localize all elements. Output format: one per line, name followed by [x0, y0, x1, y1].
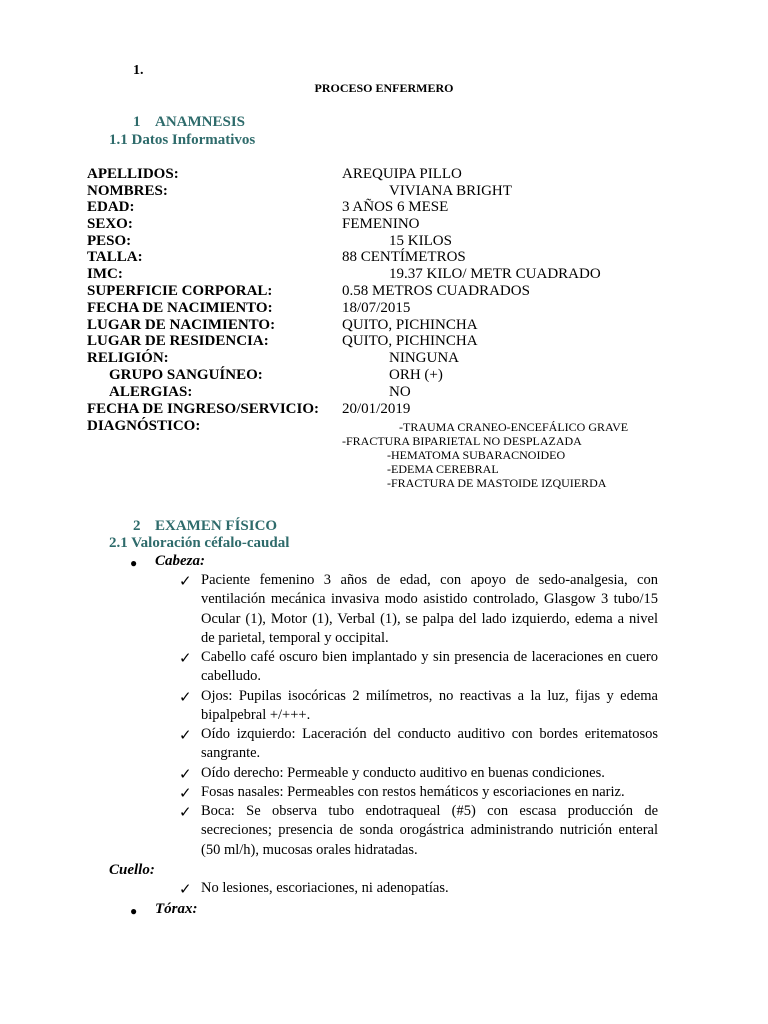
section-1-number: 1	[133, 114, 141, 130]
cabeza-item: Cabello café oscuro bien implantado y sin presencia de laceraciones en cuero cabelludo.	[201, 649, 658, 685]
cabeza-item: Oído derecho: Permeable y conducto auditivo en buenas condiciones.	[201, 765, 605, 781]
check-icon: ✓	[179, 574, 192, 590]
bullet-icon: ●	[130, 556, 138, 570]
diagnosis-item: -FRACTURA DE MASTOIDE IZQUIERDA	[387, 476, 607, 490]
check-icon: ✓	[179, 767, 192, 783]
section-2-number: 2	[133, 518, 141, 534]
label-nombres: NOMBRES:	[87, 183, 168, 199]
label-lugar-residencia: LUGAR DE RESIDENCIA:	[87, 333, 269, 349]
label-religion: RELIGIÓN:	[87, 350, 169, 366]
label-fecha-nacimiento: FECHA DE NACIMIENTO:	[87, 300, 273, 316]
diagnosis-item: -HEMATOMA SUBARACNOIDEO	[387, 448, 566, 462]
value-nombres: VIVIANA BRIGHT	[389, 183, 512, 199]
diagnosis-item: -FRACTURA BIPARIETAL NO DESPLAZADA	[342, 434, 582, 448]
value-lugar-nacimiento: QUITO, PICHINCHA	[342, 317, 478, 333]
check-icon: ✓	[179, 786, 192, 802]
check-icon: ✓	[179, 805, 192, 821]
section-1-title: ANAMNESIS	[155, 114, 246, 130]
cabeza-item: Boca: Se observa tubo endotraqueal (#5) con escasa producción de secreciones; presencia de sonda orogástrica administrando nutrición enteral (50 ml/h), mucosas orales hidratadas.	[201, 803, 658, 858]
value-religion: NINGUNA	[389, 350, 459, 366]
value-edad: 3 AÑOS 6 MESE	[342, 199, 449, 215]
cuello-heading: Cuello:	[109, 862, 155, 878]
label-apellidos: APELLIDOS:	[87, 166, 179, 182]
diagnosis-item: -EDEMA CEREBRAL	[387, 462, 499, 476]
check-icon: ✓	[179, 728, 192, 744]
label-talla: TALLA:	[87, 249, 143, 265]
label-sexo: SEXO:	[87, 216, 133, 232]
label-fecha-ingreso: FECHA DE INGRESO/SERVICIO:	[87, 401, 320, 417]
section-2-title: EXAMEN FÍSICO	[155, 518, 278, 534]
cuello-item: No lesiones, escoriaciones, ni adenopatías.	[201, 880, 449, 896]
bullet-icon: ●	[130, 904, 138, 918]
cabeza-heading: Cabeza:	[155, 553, 205, 569]
label-diagnostico: DIAGNÓSTICO:	[87, 418, 201, 434]
value-imc: 19.37 KILO/ METR CUADRADO	[389, 266, 601, 282]
diagnosis-item: -TRAUMA CRANEO-ENCEFÁLICO GRAVE	[399, 420, 629, 434]
label-edad: EDAD:	[87, 199, 135, 215]
value-alergias: NO	[389, 384, 411, 400]
label-lugar-nacimiento: LUGAR DE NACIMIENTO:	[87, 317, 276, 333]
cabeza-item: Ojos: Pupilas isocóricas 2 milímetros, no reactivas a la luz, fijas y edema bipalpebral +/+++.	[201, 688, 658, 724]
check-icon: ✓	[179, 651, 192, 667]
document-title: PROCESO ENFERMERO	[314, 81, 454, 95]
list-number: 1.	[133, 63, 144, 78]
label-imc: IMC:	[87, 266, 123, 282]
cabeza-item: Fosas nasales: Permeables con restos hemáticos y escoriaciones en nariz.	[201, 784, 625, 800]
cabeza-item: Paciente femenino 3 años de edad, con apoyo de sedo-analgesia, con ventilación mecánica invasiva modo asistido controlado, Glasgow 3 tubo/15 Ocular (1), Motor (1), Verbal (1), se palpa del lado izquierdo, edema a nivel de parietal, temporal y occipital.	[201, 572, 658, 647]
value-peso: 15 KILOS	[389, 233, 452, 249]
subsection-1-1-title: 1.1 Datos Informativos	[109, 132, 256, 148]
value-lugar-residencia: QUITO, PICHINCHA	[342, 333, 478, 349]
label-grupo-sanguineo: GRUPO SANGUÍNEO:	[109, 367, 263, 383]
subsection-2-1-title: 2.1 Valoración céfalo-caudal	[109, 535, 290, 551]
label-alergias: ALERGIAS:	[109, 384, 193, 400]
label-peso: PESO:	[87, 233, 132, 249]
value-fecha-nacimiento: 18/07/2015	[342, 300, 411, 316]
cabeza-item: Oído izquierdo: Laceración del conducto auditivo con bordes eritematosos sangrante.	[201, 726, 658, 762]
value-grupo-sanguineo: ORH (+)	[389, 367, 443, 383]
check-icon: ✓	[179, 690, 192, 706]
label-superficie-corporal: SUPERFICIE CORPORAL:	[87, 283, 273, 299]
check-icon: ✓	[179, 882, 192, 898]
value-fecha-ingreso: 20/01/2019	[342, 401, 411, 417]
torax-heading: Tórax:	[155, 901, 198, 917]
value-sexo: FEMENINO	[342, 216, 420, 232]
value-talla: 88 CENTÍMETROS	[342, 249, 466, 265]
value-superficie-corporal: 0.58 METROS CUADRADOS	[342, 283, 530, 299]
value-apellidos: AREQUIPA PILLO	[342, 166, 462, 182]
